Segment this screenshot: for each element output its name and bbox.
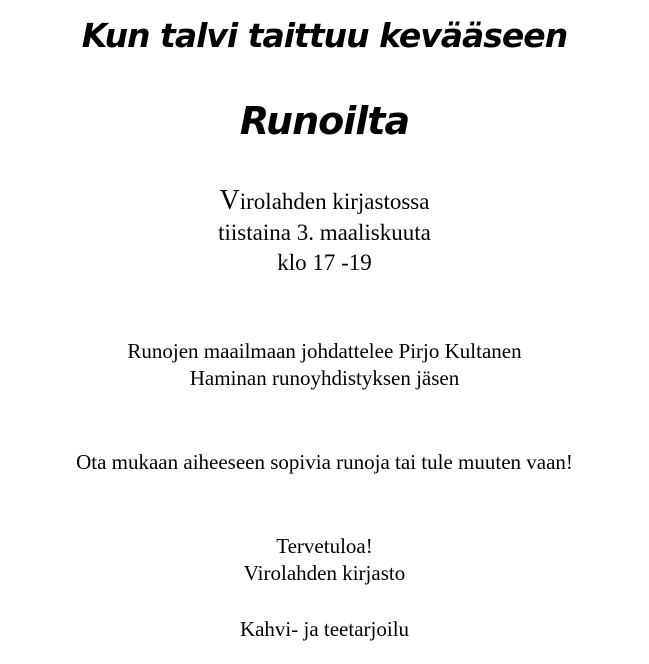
organizer-signature: Virolahden kirjasto: [243, 561, 406, 585]
event-invitation: Ota mukaan aiheeseen sopivia runoja tai tule muuten vaan!: [76, 450, 573, 474]
welcome-text: Tervetuloa!: [276, 534, 373, 558]
event-venue-text: irolahden kirjastossa: [239, 189, 430, 214]
event-host: Runojen maailmaan johdattelee Pirjo Kultanen: [127, 339, 522, 363]
refreshments-note: Kahvi- ja teetarjoilu: [239, 617, 410, 641]
event-time: klo 17 -19: [277, 250, 372, 275]
event-date: tiistaina 3. maaliskuuta: [218, 220, 431, 245]
event-host-role: Haminan runoyhdistyksen jäsen: [189, 366, 460, 390]
poster-subtitle-heading: Kun talvi taittuu kevääseen: [81, 16, 568, 55]
event-venue: [0, 186, 649, 217]
poster-title: Runoilta: [239, 99, 410, 143]
event-venue-initial: V: [219, 185, 240, 216]
